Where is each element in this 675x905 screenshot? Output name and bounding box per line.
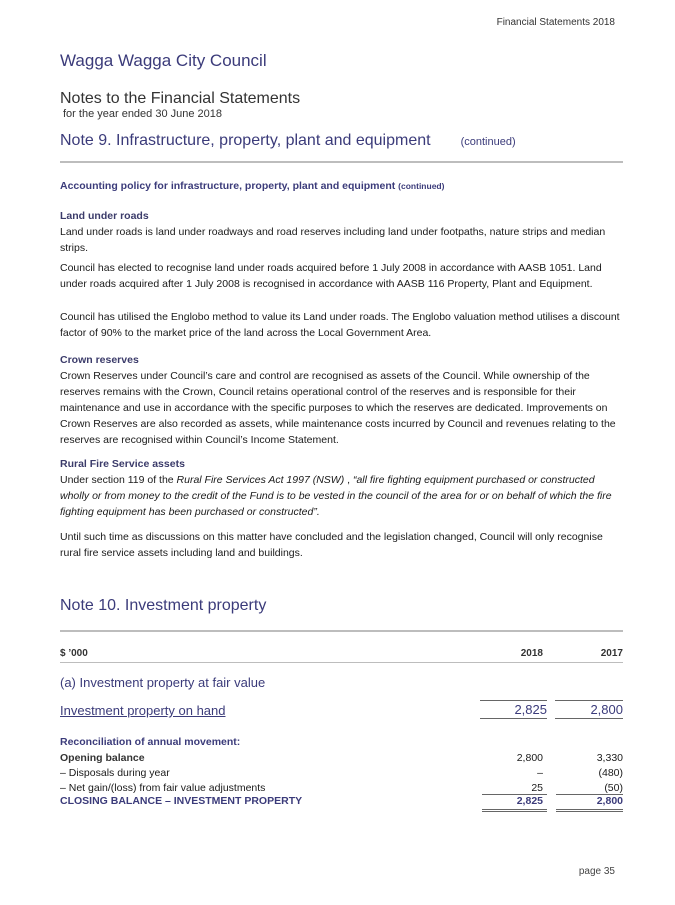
section-a-title: (a) Investment property at fair value xyxy=(60,675,266,690)
closing-2017: 2,800 xyxy=(596,795,623,807)
notes-subtitle: for the year ended 30 June 2018 xyxy=(63,108,223,120)
land-under-roads-p1: Land under roads is land under roadways and road reserves including land under footpaths, nature strips and median strips. xyxy=(60,226,606,254)
land-under-roads-section xyxy=(60,208,622,256)
crown-reserves-section xyxy=(60,352,622,448)
closing-2018: 2,825 xyxy=(516,795,543,807)
note9-continued: (continued) xyxy=(460,136,516,148)
note9-title: Note 9. Infrastructure, property, plant and equipment xyxy=(60,132,431,149)
rural-fire-act: Rural Fire Services Act 1997 (NSW) xyxy=(176,474,345,486)
row-2018: – xyxy=(537,767,543,779)
row-label: – Disposals during year xyxy=(60,767,170,779)
row-2018: 2,800 xyxy=(516,752,543,764)
note9-heading xyxy=(60,132,516,150)
row-2017: 3,330 xyxy=(596,752,623,764)
land-under-roads-p3: Council has utilised the Englobo method to value its Land under roads. The Englobo valuation method utilises a discount factor of 90% to the market price of the land across the Local Government Area. xyxy=(60,311,620,339)
table-row xyxy=(60,767,623,782)
notes-title: Notes to the Financial Statements xyxy=(60,90,301,107)
rural-fire-sep: , xyxy=(344,474,353,486)
note9-divider xyxy=(60,161,623,163)
table-row xyxy=(60,752,623,767)
organisation-name: Wagga Wagga City Council xyxy=(60,51,267,70)
row-label: – Net gain/(loss) from fair value adjustments xyxy=(60,782,266,794)
investment-on-hand-label: Investment property on hand xyxy=(60,703,226,718)
table-header-rule xyxy=(60,662,623,663)
closing-balance-row xyxy=(60,795,623,810)
reconciliation-title: Reconciliation of annual movement: xyxy=(60,736,241,748)
table-header xyxy=(60,648,623,659)
investment-on-hand-2018: 2,825 xyxy=(480,700,547,719)
note10-title: Note 10. Investment property xyxy=(60,597,267,614)
running-header: Financial Statements 2018 xyxy=(496,17,615,28)
rural-fire-p1-prefix: Under section 119 of the xyxy=(60,474,177,486)
col-2017-header: 2017 xyxy=(600,648,623,659)
crown-reserves-heading: Crown reserves xyxy=(60,354,139,366)
investment-on-hand-2017: 2,800 xyxy=(555,700,623,719)
crown-reserves-p1: Crown Reserves under Council’s care and control are recognised as assets of the Council. While ownership of the reserves remains with the Crown, Council retains operational control of the reserves and is responsible for their maintenance and use in accordance with the specific purposes to which the reserves are dedicated. Improvements on Crown Reserves are also recorded as assets, while maintenance costs incurred by Council and revenues relating to the reserves are recognised within Council’s Income Statement. xyxy=(60,370,616,446)
policy-continued: (continued) xyxy=(398,181,445,191)
investment-on-hand-row xyxy=(60,703,623,718)
note10-divider xyxy=(60,630,623,632)
rural-fire-p1 xyxy=(60,472,622,520)
closing-label: CLOSING BALANCE – INVESTMENT PROPERTY xyxy=(60,795,303,807)
rural-fire-section xyxy=(60,456,622,520)
row-2017: (50) xyxy=(604,782,623,794)
policy-heading xyxy=(60,180,444,192)
land-under-roads-p2: Council has elected to recognise land under roads acquired before 1 July 2008 in accordance with AASB 1051. Land under roads acquired after 1 July 2008 is recognised in accordance with AASB 116 Property, Plant and Equipment. xyxy=(60,262,602,290)
rural-fire-p2: Until such time as discussions on this matter have concluded and the legislation changed, Council will only recognise rural fire service assets including land and buildings. xyxy=(60,531,603,559)
row-2018: 25 xyxy=(531,782,543,794)
rural-fire-heading: Rural Fire Service assets xyxy=(60,458,185,470)
policy-heading-text: Accounting policy for infrastructure, property, plant and equipment xyxy=(60,180,396,192)
row-2017: (480) xyxy=(598,767,623,779)
unit-label: $ ’000 xyxy=(60,648,88,659)
row-label: Opening balance xyxy=(60,752,145,764)
col-2018-header: 2018 xyxy=(520,648,543,659)
rural-fire-quote: “all fire fighting equipment purchased or constructed wholly or from money to the credit of the Fund is to be vested in the council of the area for or on behalf of which the fire fighting equipment has been purchased or constructed”. xyxy=(60,474,612,518)
page-number: page 35 xyxy=(578,866,615,877)
land-under-roads-heading: Land under roads xyxy=(60,210,149,222)
